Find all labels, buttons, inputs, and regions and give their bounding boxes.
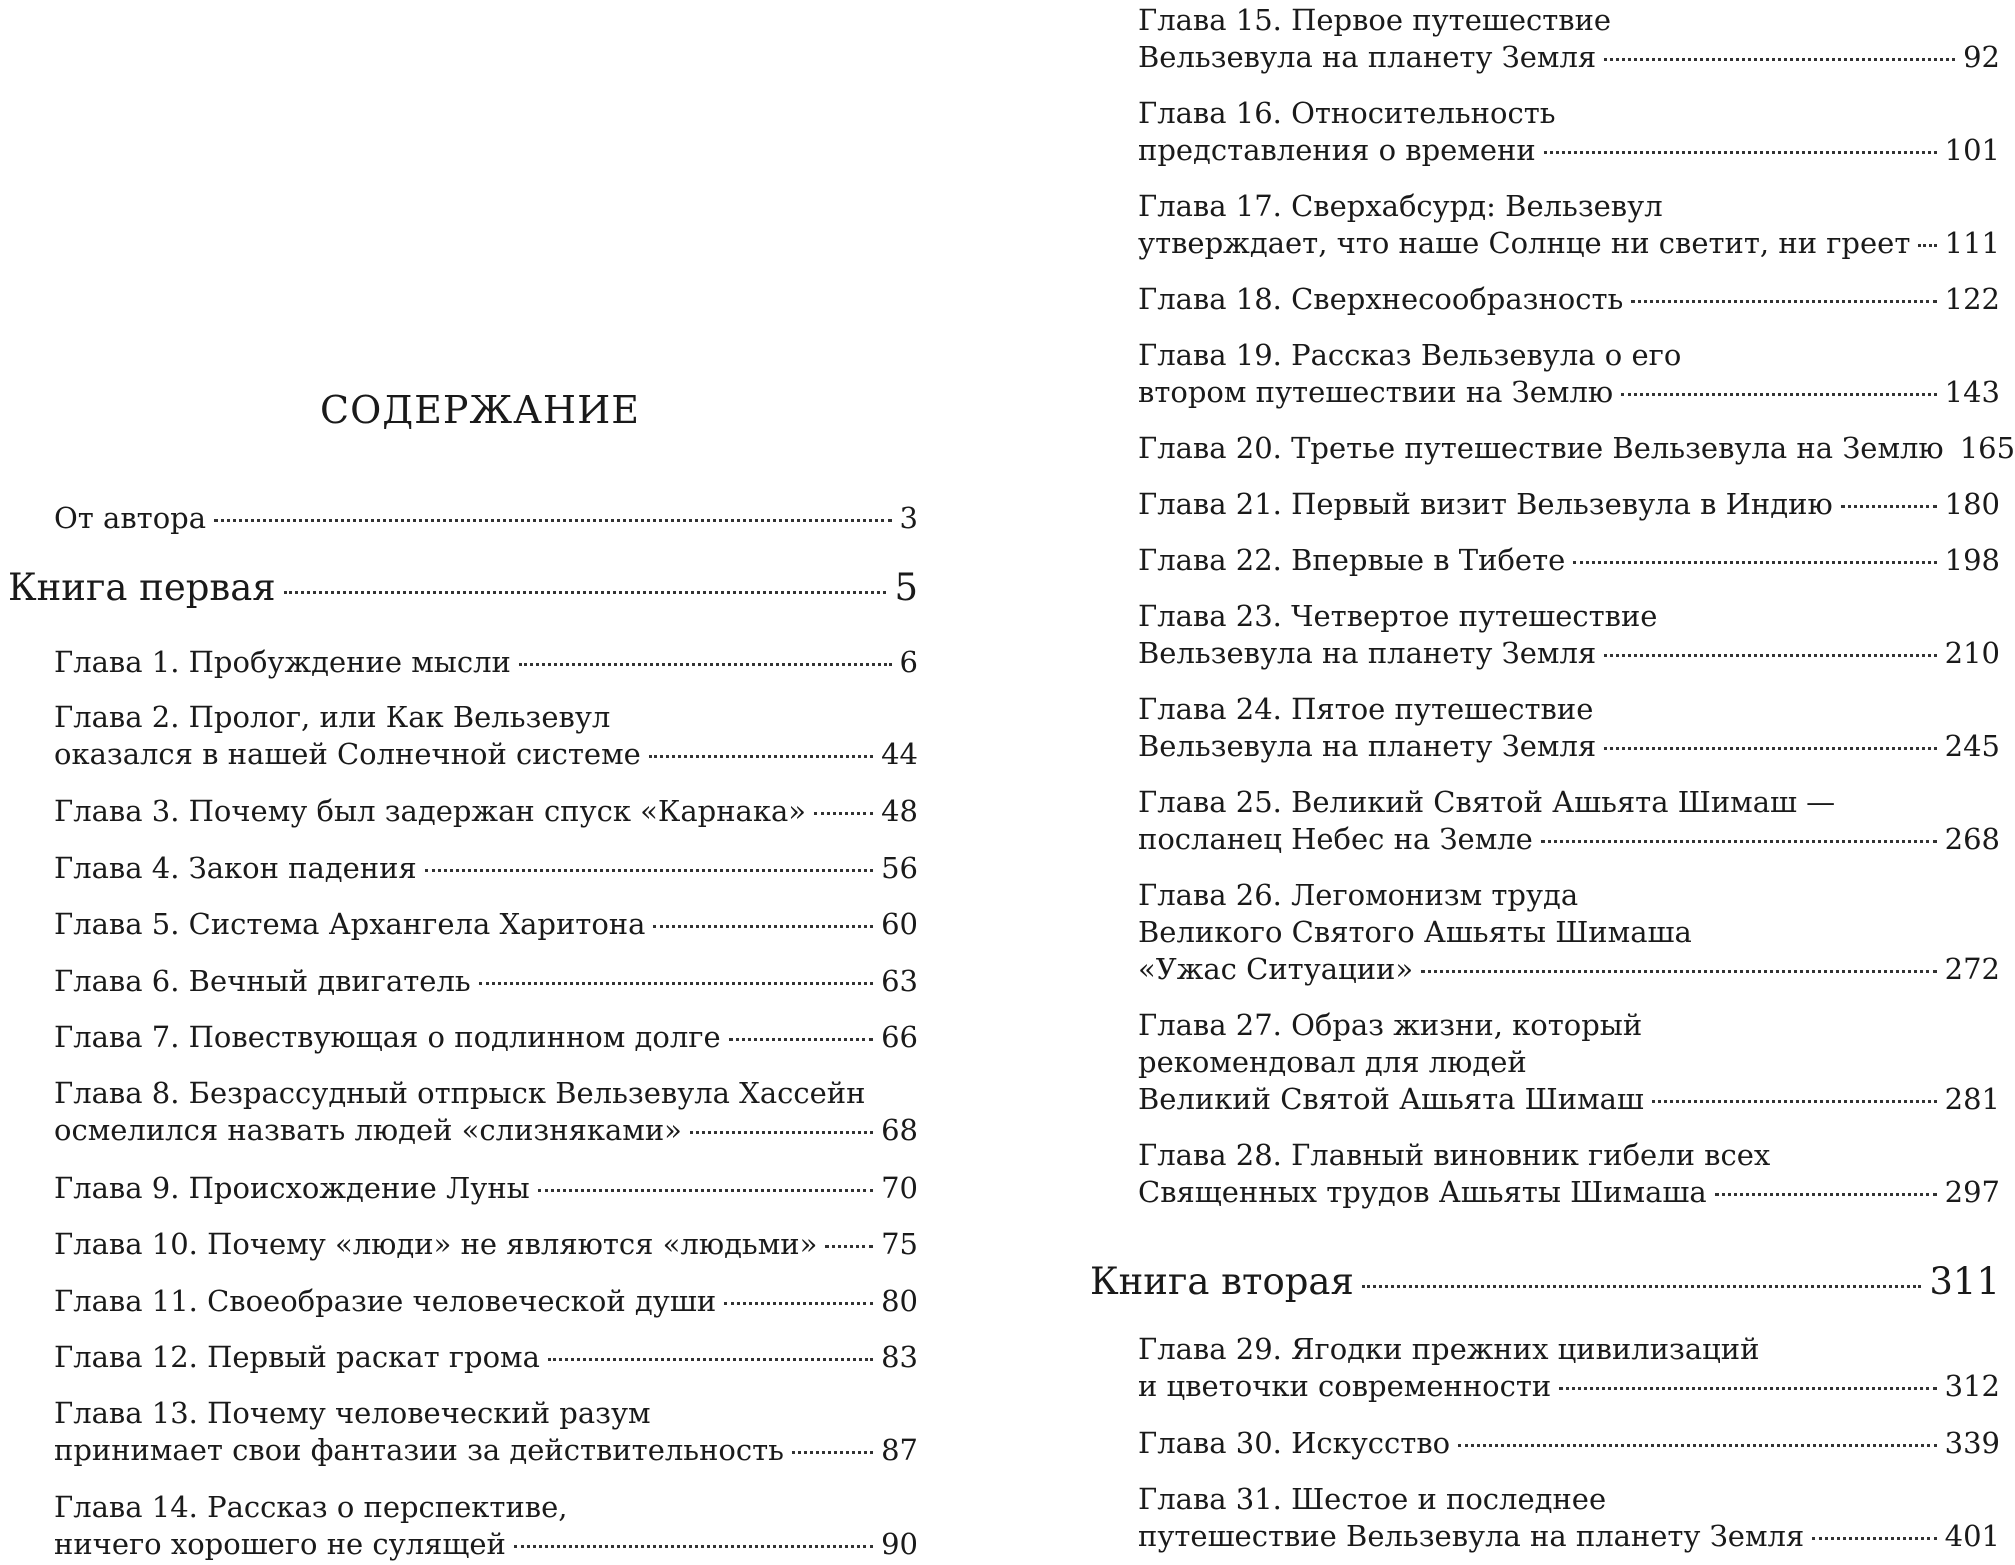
toc-book-entry [8,566,918,610]
toc-entry-text: путешествие Вельзевула на планету Земля [1138,1519,1805,1553]
page-title: СОДЕРЖАНИЕ [320,388,640,432]
dot-leader [1421,970,1937,973]
toc-entry-text: Глава 15. Первое путешествие [1138,3,1612,37]
toc-entry [54,850,918,887]
dot-leader [1559,1387,1936,1390]
toc-entry [1138,1331,2000,1405]
toc-entry-text: Глава 17. Сверхабсурд: Вельзевул [1138,189,1663,223]
toc-entry-text: Вельзевула на планету Земля [1138,40,1597,74]
dot-leader [724,1302,873,1305]
dot-leader [1841,505,1937,508]
toc-entry-text: Книга первая [8,566,276,609]
toc-entry-text: Глава 10. Почему «люди» не являются «людьми» [54,1227,818,1261]
toc-page-number: 210 [1944,636,2000,670]
toc-page-number: 83 [881,1340,918,1374]
toc-entry-text: ничего хорошего не сулящей [54,1527,506,1561]
toc-page-number: 101 [1944,133,2000,167]
toc-entry [1138,691,2000,765]
toc-entry-text: Глава 27. Образ жизни, который [1138,1008,1643,1042]
toc-entry-text: осмелился назвать людей «слизняками» [54,1113,682,1147]
toc-entry [1138,337,2000,411]
toc-entry-text: рекомендовал для людей [1138,1045,1527,1079]
dot-leader [519,663,892,666]
toc-entry-text: Глава 12. Первый раскат грома [54,1340,540,1374]
dot-leader [1544,151,1937,154]
toc-entry [54,500,918,537]
toc-page-number: 87 [881,1433,918,1467]
toc-entry-text: Великий Святой Ашьята Шимаш [1138,1082,1644,1116]
dot-leader [729,1038,873,1041]
toc-entry [54,1339,918,1376]
toc-entry [54,1226,918,1263]
dot-leader [825,1245,873,1248]
dot-leader [538,1189,873,1192]
toc-entry-text: Глава 28. Главный виновник гибели всех [1138,1138,1771,1172]
dot-leader [1715,1193,1937,1196]
toc-entry-text: Глава 16. Относительность [1138,96,1556,130]
toc-entry [1138,877,2000,988]
toc-page-number: 90 [881,1527,918,1561]
toc-entry-text: Глава 31. Шестое и последнее [1138,1482,1607,1516]
toc-entry-text: Глава 5. Система Архангела Харитона [54,907,646,941]
toc-page-number: 297 [1944,1175,2000,1209]
toc-entry [54,1283,918,1320]
toc-page-number: 312 [1944,1369,2000,1403]
toc-entry-text: Глава 14. Рассказ о перспективе, [54,1490,568,1524]
dot-leader [649,755,873,758]
toc-entry [54,1075,918,1149]
toc-entry [1138,784,2000,858]
toc-entry [1138,430,2015,467]
dot-leader [425,869,873,872]
toc-page-number: 180 [1944,487,2000,521]
dot-leader [214,519,892,522]
toc-page-number: 165 [1959,431,2015,465]
toc-page-number: 272 [1944,952,2000,986]
toc-entry [1138,188,2000,262]
toc-entry-text: оказался в нашей Солнечной системе [54,737,641,771]
toc-page-number: 143 [1944,375,2000,409]
toc-entry [1138,95,2000,169]
toc-page-number: 5 [894,566,918,609]
dot-leader [814,812,873,815]
dot-leader [479,982,873,985]
toc-entry-text: Глава 30. Искусство [1138,1426,1451,1460]
toc-entry [54,1170,918,1207]
toc-entry-text: Глава 8. Безрассудный отпрыск Вельзевула Хассейн [54,1076,866,1110]
toc-entry-text: представления о времени [1138,133,1536,167]
toc-page-number: 281 [1944,1082,2000,1116]
toc-entry-text: Глава 7. Повествующая о подлинном долге [54,1020,721,1054]
dot-leader [1541,840,1937,843]
toc-page-number: 80 [881,1284,918,1318]
toc-entry-text: Вельзевула на планету Земля [1138,729,1597,763]
toc-entry-text: Глава 29. Ягодки прежних цивилизаций [1138,1332,1760,1366]
toc-entry [54,1489,918,1563]
toc-entry-text: Глава 9. Происхождение Луны [54,1171,530,1205]
dot-leader [1631,300,1936,303]
toc-entry [54,1395,918,1469]
toc-page-number: 48 [881,794,918,828]
toc-page-number: 3 [899,501,918,535]
toc-entry-text: От автора [54,501,207,535]
toc-entry-text: Глава 19. Рассказ Вельзевула о его [1138,338,1682,372]
toc-entry [54,793,918,830]
toc-page-number: 60 [881,907,918,941]
toc-entry [54,906,918,943]
toc-entry [54,699,918,773]
toc-entry [54,963,918,1000]
toc-entry [54,644,918,681]
toc-entry-text: посланец Небес на Земле [1138,822,1533,856]
toc-entry [1138,1425,2000,1462]
toc-entry-text: Глава 24. Пятое путешествие [1138,692,1594,726]
dot-leader [1362,1285,1922,1288]
toc-entry-text: Глава 1. Пробуждение мысли [54,645,511,679]
dot-leader [1652,1100,1937,1103]
toc-page-number: 198 [1944,543,2000,577]
toc-page-number: 311 [1929,1260,2000,1303]
dot-leader [1458,1444,1937,1447]
toc-entry-text: Книга вторая [1090,1260,1354,1303]
right-page [1080,0,2015,1565]
toc-page-number: 122 [1944,282,2000,316]
dot-leader [653,925,873,928]
toc-entry-text: Вельзевула на планету Земля [1138,636,1597,670]
toc-entry [1138,486,2000,523]
dot-leader [1604,747,1936,750]
toc-page-number: 75 [881,1227,918,1261]
toc-entry [1138,542,2000,579]
toc-entry-text: Великого Святого Ашьяты Шимаша [1138,915,1692,949]
toc-entry [1138,2,2000,76]
toc-entry-text: Глава 22. Впервые в Тибете [1138,543,1566,577]
toc-entry-text: Глава 11. Своеобразие человеческой души [54,1284,717,1318]
toc-page-number: 44 [881,737,918,771]
toc-page-number: 339 [1944,1426,2000,1460]
toc-entry-text: принимает свои фантазии за действительность [54,1433,784,1467]
toc-book-entry [1090,1260,2000,1304]
dot-leader [1604,654,1936,657]
toc-page-number: 66 [881,1020,918,1054]
dot-leader [284,591,887,594]
toc-entry [1138,281,2000,318]
toc-page-number: 111 [1944,226,2000,260]
toc-entry-text: утверждает, что наше Солнце ни светит, ни греет [1138,226,1911,260]
toc-entry [1138,1137,2000,1211]
toc-entry-text: Глава 2. Пролог, или Как Вельзевул [54,700,611,734]
toc-entry-text: Глава 13. Почему человеческий разум [54,1396,651,1430]
toc-page-number: 6 [899,645,918,679]
dot-leader [1604,58,1955,61]
dot-leader [548,1358,873,1361]
toc-entry-text: Глава 20. Третье путешествие Вельзевула на Землю [1138,431,1944,465]
dot-leader [1573,561,1936,564]
toc-entry [1138,1481,2000,1555]
toc-entry-text: Глава 18. Сверхнесообразность [1138,282,1624,316]
toc-page-number: 268 [1944,822,2000,856]
toc-entry [54,1019,918,1056]
toc-entry-text: Глава 23. Четвертое путешествие [1138,599,1658,633]
toc-entry-text: Глава 3. Почему был задержан спуск «Карнака» [54,794,806,828]
dot-leader [792,1451,873,1454]
toc-entry-text: Глава 25. Великий Святой Ашьята Шимаш — [1138,785,1836,819]
toc-entry [1138,598,2000,672]
toc-page-number: 56 [881,851,918,885]
dot-leader [1621,393,1937,396]
toc-entry-text: Глава 6. Вечный двигатель [54,964,471,998]
toc-page-number: 401 [1944,1519,2000,1553]
toc-page-number: 92 [1963,40,2000,74]
toc-page-number: 245 [1944,729,2000,763]
dot-leader [514,1545,873,1548]
dot-leader [1812,1537,1936,1540]
toc-entry-text: «Ужас Ситуации» [1138,952,1414,986]
toc-entry-text: Глава 26. Легомонизм труда [1138,878,1579,912]
toc-page-number: 68 [881,1113,918,1147]
toc-entry-text: Глава 21. Первый визит Вельзевула в Индию [1138,487,1833,521]
toc-page-number: 70 [881,1171,918,1205]
left-page [0,0,940,1565]
toc-page-number: 63 [881,964,918,998]
dot-leader [690,1131,873,1134]
toc-entry-text: втором путешествии на Землю [1138,375,1614,409]
toc-entry [1138,1007,2000,1118]
toc-entry-text: и цветочки современности [1138,1369,1552,1403]
toc-entry-text: Глава 4. Закон падения [54,851,417,885]
dot-leader [1918,244,1936,247]
toc-entry-text: Священных трудов Ашьяты Шимаша [1138,1175,1707,1209]
